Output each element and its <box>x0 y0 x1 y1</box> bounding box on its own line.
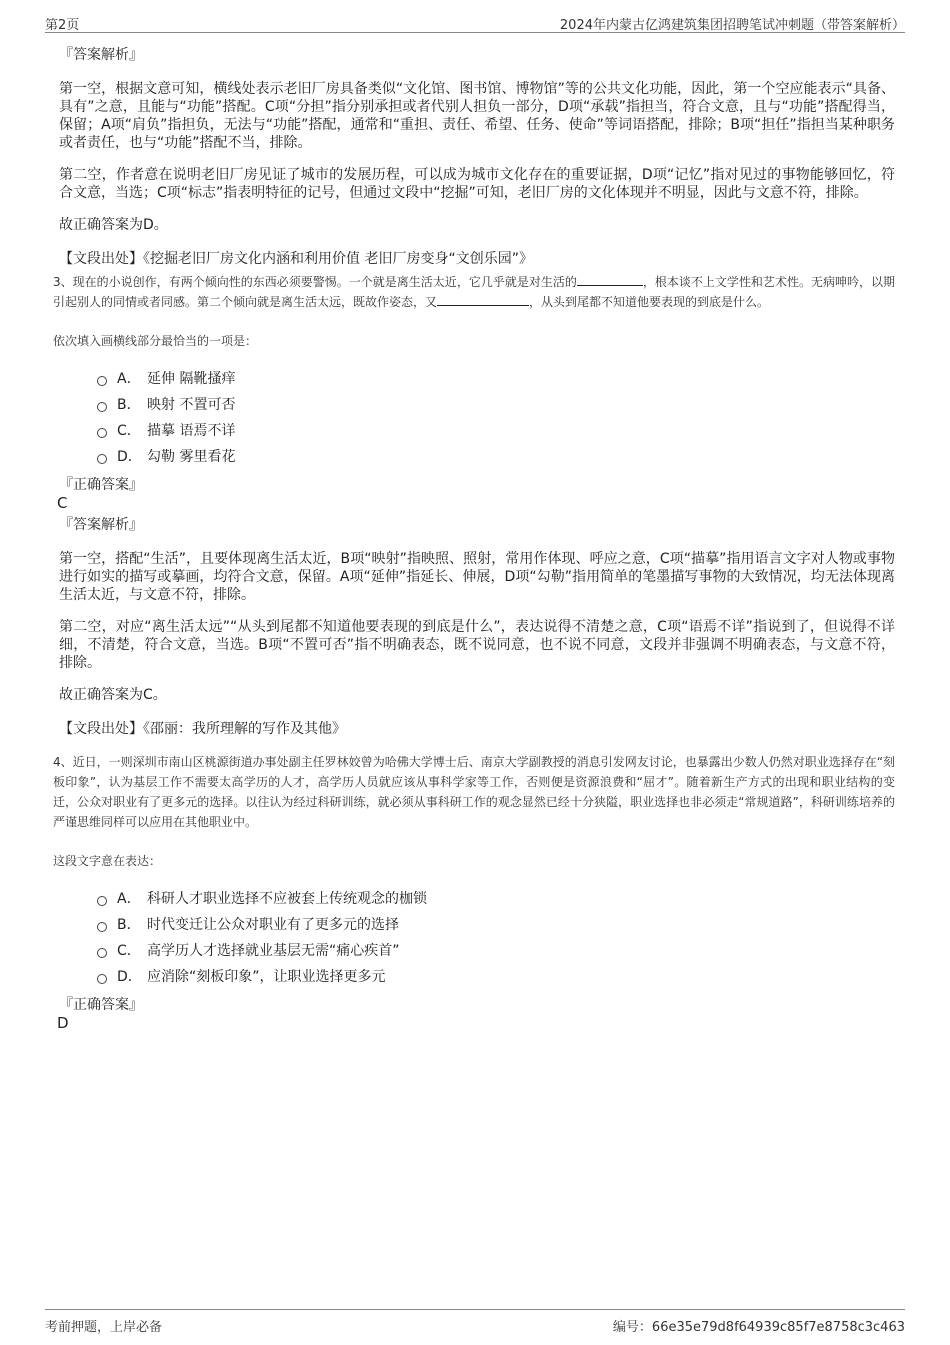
q4-option-c[interactable] <box>97 938 895 964</box>
footer-slogan: 考前押题，上岸必备 <box>45 1320 163 1335</box>
option-text: 科研人才职业选择不应被套上传统观念的枷锁 <box>147 891 427 907</box>
radio-icon[interactable] <box>97 948 107 958</box>
document-title: 2024年内蒙古亿鸿建筑集团招聘笔试冲刺题（带答案解析） <box>559 18 905 33</box>
q2-conclusion: 故正确答案为D。 <box>59 217 168 233</box>
q3-option-a[interactable] <box>97 366 895 392</box>
q3-blank-2 <box>437 293 529 306</box>
footer-code <box>613 1316 905 1335</box>
option-letter: A． <box>117 891 141 907</box>
footer-code-label: 编号： <box>612 1320 652 1335</box>
option-letter: C． <box>117 423 141 439</box>
q3-analysis-p1: 第一空，搭配“生活”，且要体现离生活太近，B项“映射”指映照、照射，常用作体现、呼应之意，C项“描摹”指用语言文字对人物或事物进行如实的描写或摹画，均符合文意，保留。A项“延伸”指延长、伸展，D项“勾勒”指用简单的笔墨描写事物的大致情况，均无法体现离生活太近，与文意不符，排除。 <box>59 551 895 603</box>
option-letter: D． <box>117 969 142 985</box>
q3-text-a: 3、现在的小说创作，有两个倾向性的东西必须要警惕。一个就是离生活太近，它几乎就是对生活的 <box>53 275 577 289</box>
option-text: 勾勒 雾里看花 <box>147 449 236 465</box>
q3-answer: C <box>57 494 68 512</box>
option-text: 高学历人才选择就业基层无需“痛心疾首” <box>147 943 400 959</box>
option-text: 时代变迁让公众对职业有了更多元的选择 <box>147 917 399 933</box>
option-text: 映射 不置可否 <box>147 397 236 413</box>
q3-prompt: 依次填入画横线部分最恰当的一项是： <box>53 334 258 348</box>
radio-icon[interactable] <box>97 974 107 984</box>
option-letter: C． <box>117 943 141 959</box>
radio-icon[interactable] <box>97 922 107 932</box>
q3-analysis-label: 『答案解析』 <box>59 517 143 533</box>
option-text: 应消除“刻板印象”，让职业选择更多元 <box>147 969 386 985</box>
q2-source: 【文段出处】《挖掘老旧厂房文化内涵和利用价值 老旧厂房变身“文创乐园”》 <box>59 251 533 267</box>
option-letter: D． <box>117 449 142 465</box>
q2-analysis-label: 『答案解析』 <box>59 47 143 63</box>
radio-icon[interactable] <box>97 376 107 386</box>
q3-question-text <box>53 272 895 312</box>
q3-option-b[interactable] <box>97 392 895 418</box>
page-header <box>45 12 905 33</box>
q4-answer-label: 『正确答案』 <box>59 997 143 1013</box>
q2-analysis-p1: 第一空，根据文意可知，横线处表示老旧厂房具备类似“文化馆、图书馆、博物馆”等的公共文化功能，因此，第一个空应能表示“具备、具有”之意，且能与“功能”搭配。C项“分担”指分别承担或者代别人担负一部分，D项“承载”指担当，符合文意，且与“功能”搭配得当，保留；A项“肩负”指担负，无法与“功能”搭配，通常和“重担、责任、希望、任务、使命”等词语搭配，排除；B项“担任”指担当某种职务或者责任，也与“功能”搭配不当，排除。 <box>59 81 895 151</box>
option-letter: B． <box>117 917 141 933</box>
radio-icon[interactable] <box>97 896 107 906</box>
q3-answer-label: 『正确答案』 <box>59 477 143 493</box>
q2-analysis-p2: 第二空，作者意在说明老旧厂房见证了城市的发展历程，可以成为城市文化存在的重要证据，D项“记忆”指对见过的事物能够回忆，符合文意，当选；C项“标志”指表明特征的记号，但通过文段中“挖掘”可知，老旧厂房的文化体现并不明显，因此与文意不符，排除。 <box>59 167 895 201</box>
q3-source: 【文段出处】《邵丽：我所理解的写作及其他》 <box>59 721 346 737</box>
radio-icon[interactable] <box>97 454 107 464</box>
page-number: 第2页 <box>45 18 80 33</box>
q3-text-b: ，根本谈不上文学性和艺术性。无病呻吟，以期引起别人的同情或者同感。第二个倾向就是离生活太远，既故作姿态，又 <box>53 275 895 309</box>
option-text: 延伸 隔靴搔痒 <box>147 371 236 387</box>
radio-icon[interactable] <box>97 428 107 438</box>
option-letter: A． <box>117 371 141 387</box>
q3-options <box>97 366 895 470</box>
q4-option-a[interactable] <box>97 886 895 912</box>
option-letter: B． <box>117 397 141 413</box>
q3-blank-1 <box>577 273 643 286</box>
q4-options <box>97 886 895 990</box>
page-content <box>55 46 895 1032</box>
footer-code-value: 66e35e79d8f64939c85f7e8758c3c463 <box>651 1320 905 1335</box>
q4-prompt: 这段文字意在表达： <box>53 854 162 868</box>
q3-analysis-p2: 第二空，对应“离生活太远”“从头到尾都不知道他要表现的到底是什么”，表达说得不清楚之意，C项“语焉不详”指说到了，但说得不详细，不清楚，符合文意，当选。B项“不置可否”指不明确表态，既不说同意，也不说不同意，文段并非强调不明确表态，与文意不符，排除。 <box>59 619 895 671</box>
q4-answer: D <box>57 1014 69 1032</box>
q3-text-c: ，从头到尾都不知道他要表现的到底是什么。 <box>529 295 770 309</box>
q4-option-d[interactable] <box>97 964 895 990</box>
q3-option-d[interactable] <box>97 444 895 470</box>
radio-icon[interactable] <box>97 402 107 412</box>
page-footer <box>45 1309 905 1336</box>
q4-question-text: 4、近日，一则深圳市南山区桃源街道办事处副主任罗林姣曾为哈佛大学博士后、南京大学副教授的消息引发网友讨论，也暴露出少数人仍然对职业选择存在“刻板印象”，认为基层工作不需要太高学历的人才，高学历人员就应该从事科学家等工作，否则便是资源浪费和“屈才”。随着新生产方式的出现和职业结构的变迁，公众对职业有了更多元的选择。以往认为经过科研训练，就必须从事科研工作的观念显然已经十分狭隘，职业选择也非必须走“常规道路”，科研训练培养的严谨思维同样可以应用在其他职业中。 <box>53 755 895 829</box>
option-text: 描摹 语焉不详 <box>147 423 236 439</box>
q3-option-c[interactable] <box>97 418 895 444</box>
q3-conclusion: 故正确答案为C。 <box>59 687 167 703</box>
q4-option-b[interactable] <box>97 912 895 938</box>
